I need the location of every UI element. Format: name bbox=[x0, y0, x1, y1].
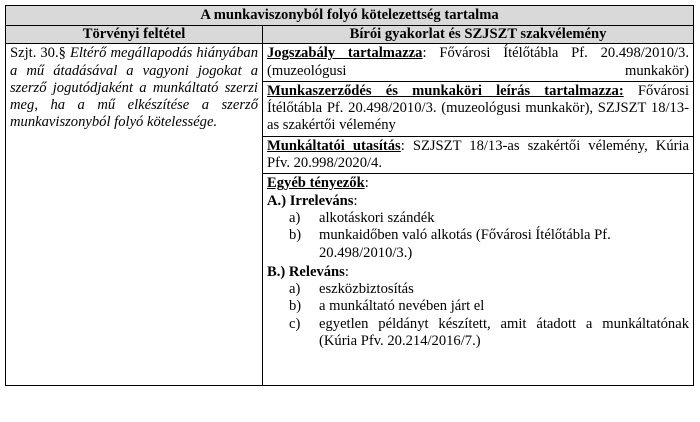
row-3-separator: : bbox=[400, 137, 413, 154]
obligation-table bbox=[5, 5, 694, 386]
statutory-condition-cell bbox=[6, 44, 263, 386]
list-marker: b) bbox=[289, 298, 302, 315]
row-1-separator: : bbox=[422, 45, 440, 62]
list-item-text: egyetlen példányt készített, amit átadott a munkáltatónak (Kúria Pfv. 20.214/2016/7.) bbox=[319, 315, 689, 350]
list-item-text: eszközbiztosítás bbox=[319, 281, 414, 298]
list-marker: b) bbox=[289, 227, 302, 244]
relevant-heading: B.) Releváns: bbox=[267, 263, 349, 280]
list-item bbox=[267, 210, 689, 227]
list-item-text: munkaidőben való alkotás (Fővárosi Ítélőtábla Pf. 20.498/2010/3.) bbox=[319, 227, 611, 261]
list-item bbox=[267, 227, 689, 262]
practice-row-1 bbox=[263, 44, 694, 82]
table-header-row bbox=[6, 26, 694, 44]
list-marker: a) bbox=[289, 281, 301, 298]
column-header-right: Bírói gyakorlat és SZJSZT szakvélemény bbox=[263, 26, 694, 44]
list-marker: a) bbox=[289, 209, 301, 226]
list-item bbox=[267, 281, 689, 298]
row-1-text: Fővárosi Ítélőtábla Pf. 20.498/2010/3. (muzeológusi munkakör) bbox=[267, 45, 689, 79]
row-2-label: Munkaszerződés és munkaköri leírás tartalmazza: bbox=[267, 82, 624, 99]
list-item-text: a munkáltató nevében járt el bbox=[319, 298, 485, 315]
column-header-left: Törvényi feltétel bbox=[6, 26, 263, 44]
row-2-separator bbox=[624, 83, 638, 99]
irrelevant-list bbox=[267, 210, 689, 262]
row-3-text: SZJSZT 18/13-as szakértői vélemény, Kúria Pfv. 20.998/2020/4. bbox=[267, 137, 690, 172]
practice-row-2 bbox=[263, 81, 694, 136]
relevant-heading-text: B.) Releváns bbox=[267, 263, 345, 280]
list-item bbox=[267, 316, 689, 351]
other-factors-cell bbox=[263, 174, 694, 386]
irrelevant-heading: A.) Irreleváns: bbox=[267, 192, 358, 209]
row-3-label: Munkáltatói utasítás bbox=[267, 137, 401, 154]
document-table-wrapper bbox=[5, 5, 693, 386]
irrelevant-heading-text: A.) Irreleváns bbox=[267, 192, 354, 209]
row-1-label: Jogszabály tartalmazza bbox=[267, 45, 423, 62]
table-title-row bbox=[6, 6, 694, 26]
statute-text: Eltérő megállapodás hiányában a mű átadásával a vagyoni jogokat a szerző jogutódjaként a munkáltató szerzi meg, ha a mű elkészítése a szerző munkaviszonyból folyó kötelessége. bbox=[10, 45, 258, 131]
list-marker: c) bbox=[289, 315, 301, 332]
row-2-text: Fővárosi Ítélőtábla Pf. 20.498/2010/3. (muzeológusi munkakör), SZJSZT 18/13-as szakértői vélemény bbox=[267, 82, 689, 134]
table-title: A munkaviszonyból folyó kötelezettség tartalma bbox=[6, 6, 694, 26]
statute-reference: Szjt. 30.§ bbox=[10, 45, 70, 62]
other-factors-label: Egyéb tényezők bbox=[267, 175, 365, 192]
other-factors-colon: : bbox=[364, 175, 369, 192]
list-item bbox=[267, 298, 689, 315]
practice-row-3 bbox=[263, 136, 694, 174]
list-item-text: alkotáskori szándék bbox=[319, 209, 435, 226]
relevant-list bbox=[267, 281, 689, 350]
